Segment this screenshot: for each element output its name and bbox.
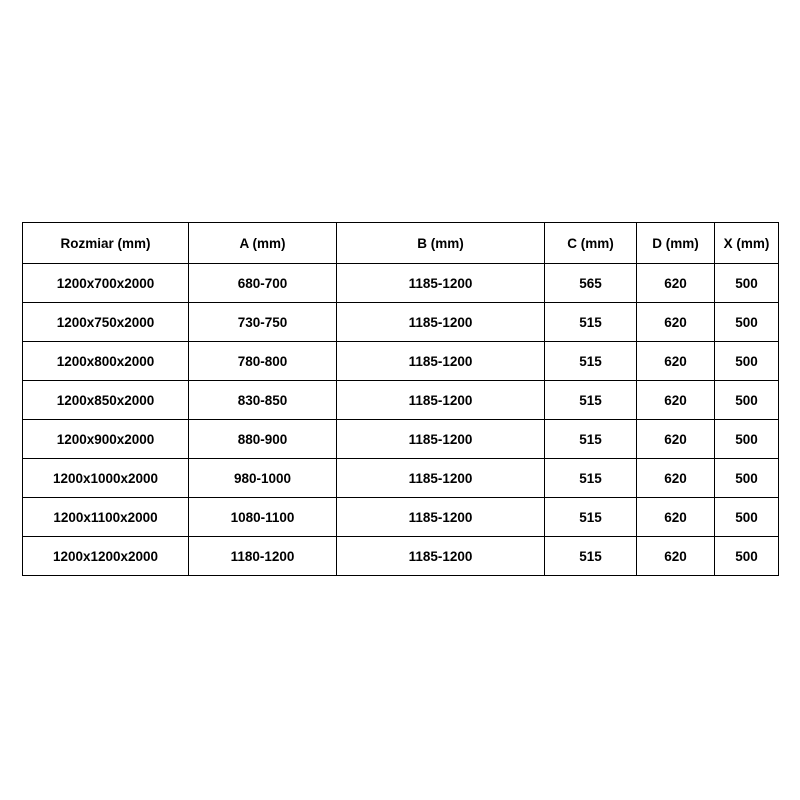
size-table-container xyxy=(22,222,778,576)
table-header-row xyxy=(23,223,779,264)
cell-a: 980-1000 xyxy=(189,459,337,498)
cell-c: 515 xyxy=(545,303,637,342)
cell-a: 730-750 xyxy=(189,303,337,342)
cell-b: 1185-1200 xyxy=(337,420,545,459)
cell-c: 515 xyxy=(545,420,637,459)
column-header-c: C (mm) xyxy=(545,223,637,264)
cell-b: 1185-1200 xyxy=(337,381,545,420)
table-row xyxy=(23,459,779,498)
column-header-rozmiar: Rozmiar (mm) xyxy=(23,223,189,264)
cell-b: 1185-1200 xyxy=(337,459,545,498)
cell-d: 620 xyxy=(637,381,715,420)
table-row xyxy=(23,264,779,303)
table-row xyxy=(23,381,779,420)
cell-b: 1185-1200 xyxy=(337,303,545,342)
cell-d: 620 xyxy=(637,498,715,537)
column-header-x: X (mm) xyxy=(715,223,779,264)
cell-c: 515 xyxy=(545,537,637,576)
cell-a: 1180-1200 xyxy=(189,537,337,576)
cell-a: 830-850 xyxy=(189,381,337,420)
cell-c: 515 xyxy=(545,381,637,420)
cell-rozmiar: 1200x1000x2000 xyxy=(23,459,189,498)
cell-a: 680-700 xyxy=(189,264,337,303)
table-row xyxy=(23,303,779,342)
table-row xyxy=(23,420,779,459)
column-header-b: B (mm) xyxy=(337,223,545,264)
cell-d: 620 xyxy=(637,342,715,381)
table-row xyxy=(23,498,779,537)
cell-b: 1185-1200 xyxy=(337,264,545,303)
cell-c: 515 xyxy=(545,342,637,381)
cell-x: 500 xyxy=(715,459,779,498)
cell-c: 515 xyxy=(545,498,637,537)
cell-x: 500 xyxy=(715,264,779,303)
cell-b: 1185-1200 xyxy=(337,537,545,576)
column-header-a: A (mm) xyxy=(189,223,337,264)
cell-rozmiar: 1200x900x2000 xyxy=(23,420,189,459)
cell-rozmiar: 1200x1100x2000 xyxy=(23,498,189,537)
table-row xyxy=(23,342,779,381)
cell-c: 565 xyxy=(545,264,637,303)
cell-x: 500 xyxy=(715,420,779,459)
cell-d: 620 xyxy=(637,264,715,303)
cell-b: 1185-1200 xyxy=(337,498,545,537)
cell-x: 500 xyxy=(715,537,779,576)
cell-rozmiar: 1200x1200x2000 xyxy=(23,537,189,576)
cell-rozmiar: 1200x700x2000 xyxy=(23,264,189,303)
cell-rozmiar: 1200x800x2000 xyxy=(23,342,189,381)
cell-a: 780-800 xyxy=(189,342,337,381)
cell-b: 1185-1200 xyxy=(337,342,545,381)
cell-c: 515 xyxy=(545,459,637,498)
cell-d: 620 xyxy=(637,459,715,498)
cell-x: 500 xyxy=(715,303,779,342)
cell-x: 500 xyxy=(715,498,779,537)
table-row xyxy=(23,537,779,576)
size-specification-table xyxy=(22,222,779,576)
column-header-d: D (mm) xyxy=(637,223,715,264)
cell-x: 500 xyxy=(715,342,779,381)
cell-d: 620 xyxy=(637,303,715,342)
cell-a: 880-900 xyxy=(189,420,337,459)
cell-d: 620 xyxy=(637,420,715,459)
cell-d: 620 xyxy=(637,537,715,576)
cell-x: 500 xyxy=(715,381,779,420)
cell-a: 1080-1100 xyxy=(189,498,337,537)
cell-rozmiar: 1200x850x2000 xyxy=(23,381,189,420)
cell-rozmiar: 1200x750x2000 xyxy=(23,303,189,342)
